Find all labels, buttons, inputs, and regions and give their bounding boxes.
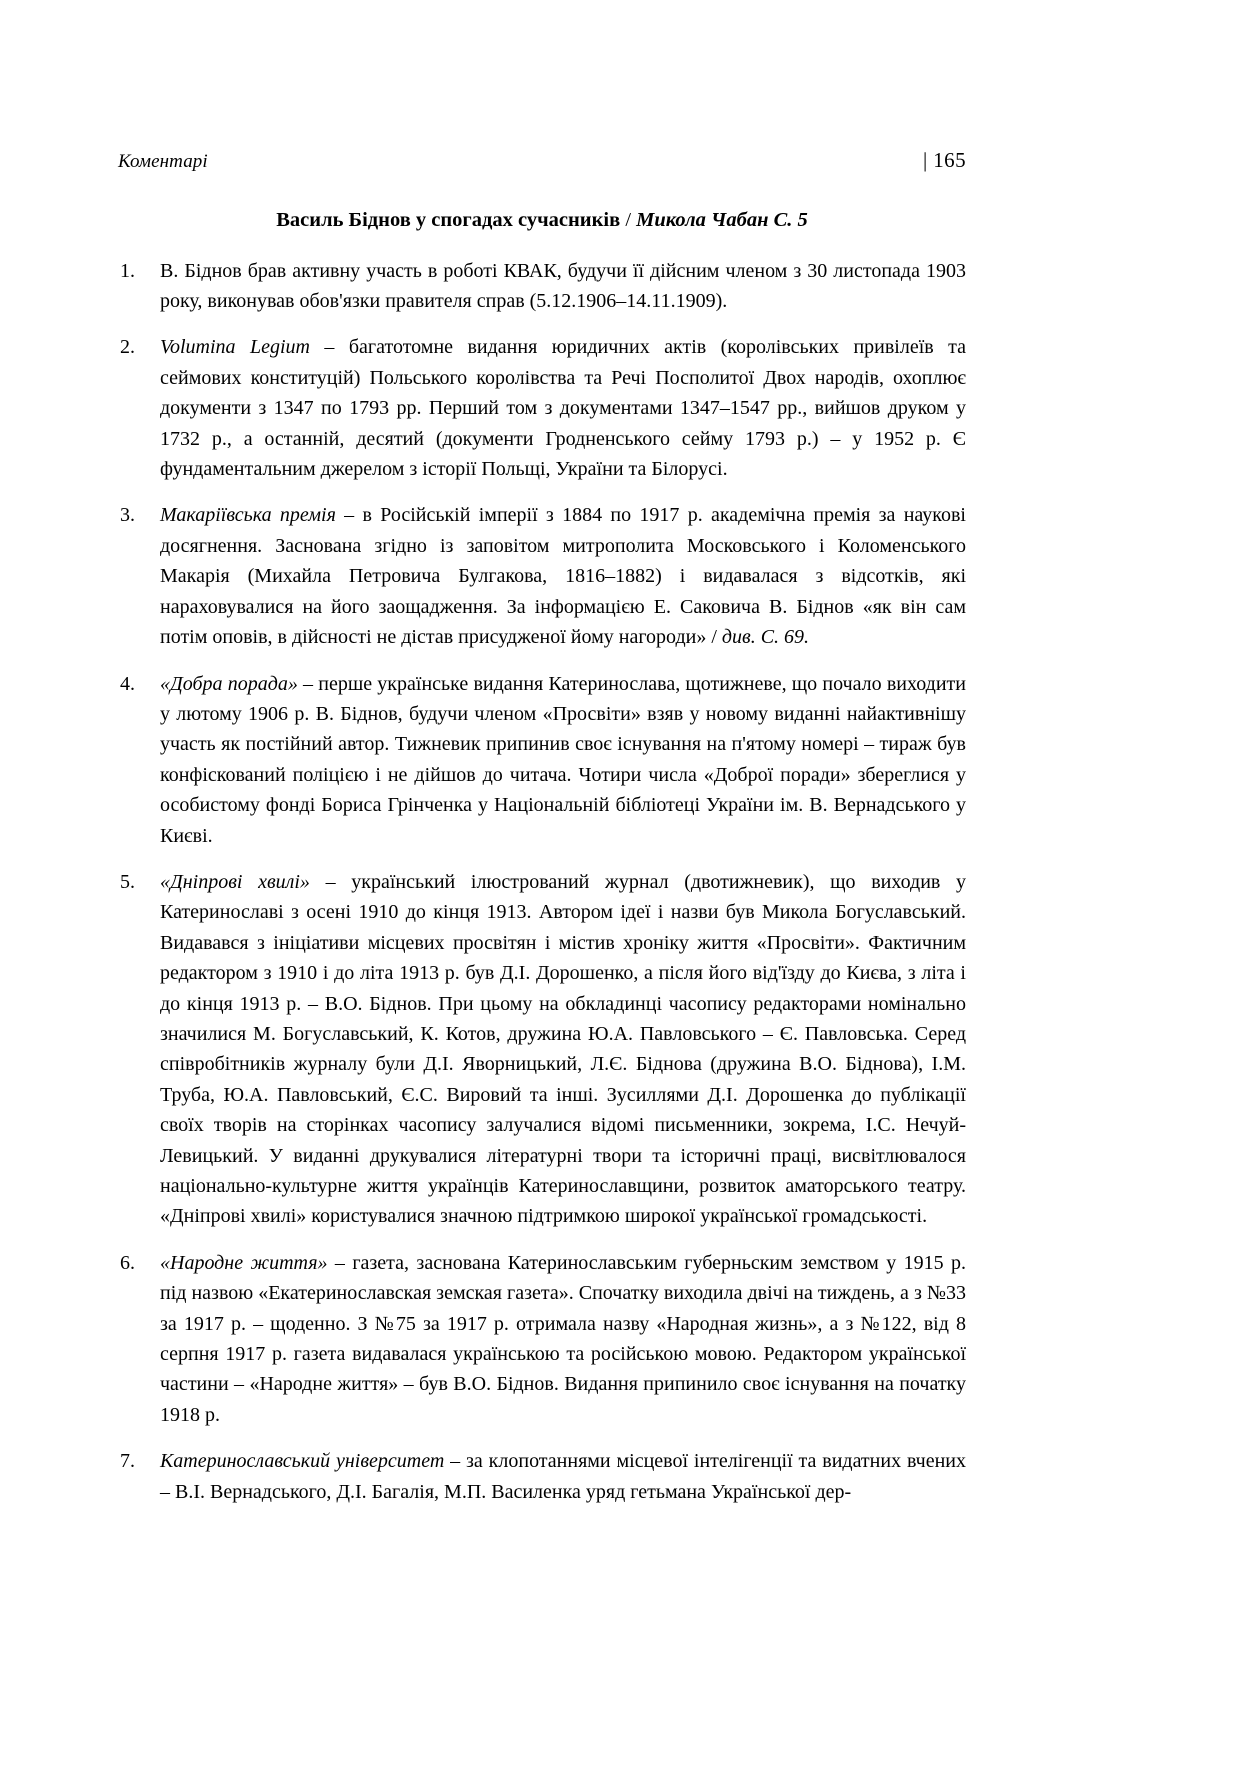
note-body xyxy=(160,669,966,851)
list-item xyxy=(118,669,966,851)
note-body xyxy=(160,867,966,1232)
page-number: | 165 xyxy=(923,148,966,172)
note-text: – в Російській імперії з 1884 по 1917 р. академічна премія за наукові досягнення. Заснована згідно із заповітом митрополита Московського і Коломенського Макарія (Михайла Петровича Булгакова, 1816–1882) і видавалася з відсотків, які нараховувалися на його заощадження. За інформацією Е. Саковича В. Біднов «як він сам потім оповів, в дійсності не дістав присудженої йому нагороди» / xyxy=(160,504,966,649)
list-item xyxy=(118,332,966,484)
note-lead-term: Макаріївська премія xyxy=(160,504,336,527)
note-text: В. Біднов брав активну участь в роботі КВАК, будучи її дійсним членом з 30 листопада 1903 року, виконував обов'язки правителя справ (5.12.1906–14.11.1909). xyxy=(160,259,966,313)
section-title-author: Микола Чабан С. 5 xyxy=(636,209,808,231)
note-text: – багатотомне видання юридичних актів (королівських привілеїв та сеймових конституцій) Польського королівства та Речі Посполитої Двох народів, охоплює документи з 1347 по 1793 рр. Перший том з документами 1347–1547 рр., вийшов друком у 1732 р., а останній, десятий (документи Гродненського сейму 1793 р.) – у 1952 р. Є фундаментальним джерелом з історії Польщі, України та Білорусі. xyxy=(160,336,966,481)
section-title xyxy=(118,208,966,234)
note-body xyxy=(160,1446,966,1507)
note-number: 6. xyxy=(120,1251,135,1274)
note-body xyxy=(160,1248,966,1430)
note-number: 7. xyxy=(120,1450,135,1473)
list-item xyxy=(118,256,966,317)
note-text: – перше українське видання Катеринослава, щотижневе, що почало виходити у лютому 1906 р. В. Біднов, будучи членом «Просвіти» взяв у новому виданні найактивнішу участь як постійний автор. Тижневик припинив своє існування на п'ятому номері – тираж був конфіскований поліцією і не дійшов до читача. Чотири числа «Доброї поради» збереглися у особистому фонді Бориса Грінченка у Національній бібліотеці України ім. В. Вернадського у Києві. xyxy=(160,672,966,847)
note-lead-term: «Дніпрові хвилі» xyxy=(160,870,310,893)
note-text: – газета, заснована Катеринославським губерньским земством у 1915 р. під назвою «Екатеринославская земская газета». Спочатку виходила двічі на тиждень, а з №33 за 1917 р. – щоденно. З №75 за 1917 р. отримала назву «Народная жизнь», а з №122, від 8 серпня 1917 р. газета видавалася українською та російською мовою. Редактором української частини – «Народне життя» – був В.О. Біднов. Видання припинило своє існування на початку 1918 р. xyxy=(160,1251,966,1426)
running-head xyxy=(118,148,966,174)
note-number: 5. xyxy=(120,870,135,893)
note-number: 4. xyxy=(120,672,135,695)
note-lead-term: Volumina Legium xyxy=(160,336,310,359)
note-text: – за клопотаннями місцевої інтелігенції та видатних вчених – В.І. Вернадського, Д.І. Багалія, М.П. Василенка уряд гетьмана Української дер- xyxy=(160,1450,966,1503)
note-body xyxy=(160,256,966,317)
note-lead-term: «Добра порада» xyxy=(160,672,298,695)
note-number: 3. xyxy=(120,504,135,527)
page-content-area xyxy=(118,148,966,1523)
note-text: – український ілюстрований журнал (двотижневик), що виходив у Катеринославі з осені 1910 до кінця 1913. Автором ідеї і назви був Микола Богуславський. Видавався з ініціативи місцевих просвітян і містив хроніку життя «Просвіти». Фактичним редактором з 1910 і до літа 1913 р. був Д.І. Дорошенко, а після його від'їзду до Києва, з літа і до кінця 1913 р. – В.О. Біднов. При цьому на обкладинці часопису редакторами номінально значилися М. Богуславський, К. Котов, дружина Ю.А. Павловського – Є. Павловська. Серед співробітників журналу були Д.І. Яворницький, Л.Є. Біднова (дружина В.О. Біднова), І.М. Труба, Ю.А. Павловський, Є.С. Вировий та інші. Зусиллями Д.І. Дорошенка до публікації своїх творів на сторінках часопису залучалися відомі письменники, зокрема, І.С. Нечуй-Левицький. У виданні друкувалися літературні твори та історичні праці, висвітлювалося національно-культурне життя українців Катеринославщини, розвиток аматорського театру. «Дніпрові хвилі» користувалися значною підтримкою широкої української громадськості. xyxy=(160,870,966,1228)
note-number: 2. xyxy=(120,336,135,359)
note-lead-term: «Народне життя» xyxy=(160,1251,328,1274)
note-body xyxy=(160,332,966,484)
note-body xyxy=(160,500,966,652)
note-number: 1. xyxy=(120,259,135,282)
list-item xyxy=(118,1446,966,1507)
comment-list xyxy=(118,256,966,1507)
section-title-separator: / xyxy=(620,209,637,231)
note-lead-term: Катеринославський університет xyxy=(160,1450,445,1473)
running-head-title: Коментарі xyxy=(118,151,208,172)
note-tail-reference: див. С. 69. xyxy=(721,626,810,649)
list-item xyxy=(118,867,966,1232)
section-title-main: Василь Біднов у спогадах сучасників xyxy=(276,209,621,231)
list-item xyxy=(118,1248,966,1430)
list-item xyxy=(118,500,966,652)
